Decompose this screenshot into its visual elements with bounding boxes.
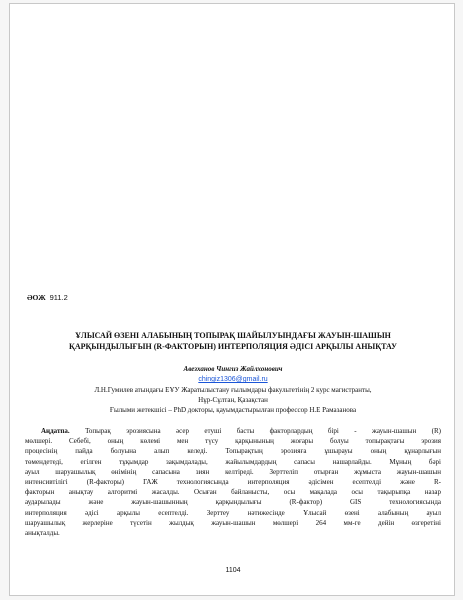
abstract-line: факторын анықтау алгоритмі жасалды. Осыған байланысты, осы мақалада осы тақырыпқа назар: [25, 488, 441, 497]
title-line-2: ҚАРҚЫНДЫЛЫҒЫН (R-ФАКТОРЫН) ИНТЕРПОЛЯЦИЯ ӘДІСІ АРҚЫЛЫ АНЫҚТАУ: [69, 342, 397, 351]
page-number: 1104: [225, 567, 241, 574]
document-page: [9, 3, 455, 596]
udc-code: [27, 293, 68, 302]
udc-value: 911.2: [49, 293, 68, 302]
abstract-line: анықталды.: [25, 529, 60, 538]
author-name: Авезханов Чингиз Жайлхонович: [183, 365, 283, 373]
author-block: [20, 364, 446, 415]
paper-title: [20, 330, 446, 352]
abstract-line-text: Топырақ эрозиясына әсер етуші басты факторлардың бірі - жауын-шашын (R): [69, 427, 441, 435]
author-affiliation-1: Л.Н.Гумилев атындағы ЕҰУ Жаратылыстану ғылымдары факультетінің 2 курс магистранты,: [94, 386, 372, 394]
abstract-line: аударылады және жауын-шашынның қарқындылығы (R-фактор) GIS технологиясында: [25, 498, 441, 507]
abstract-line: [25, 426, 441, 436]
abstract-line: шаруашылық жерлеріне түсетін жылдық жауын-шашын мөлшері 264 мм-ге дейін өзгеретіні: [25, 518, 441, 527]
title-line-1: ҰЛЫСАЙ ӨЗЕНІ АЛАБЫНЫҢ ТОПЫРАҚ ШАЙЫЛУЫНДАҒЫ ЖАУЫН-ШАШЫН: [75, 331, 391, 340]
abstract-line: мөлшері. Себебі, оның көлемі мен түсу қарқынының жоғары болуы топырақтағы эрозия: [25, 437, 441, 446]
author-email-link[interactable]: chingiz1306@gmail.ru: [198, 376, 268, 383]
author-supervisor: Ғылыми жетекшісі – PhD докторы, қауымдастырылған профессор Н.Е Рамазанова: [109, 406, 357, 414]
abstract-line: төмендетеді, егілген тұқымдар зақымдалады, жайылымдардың сапасы нашарлайды. Мұның бәрі: [25, 457, 441, 466]
abstract-line: процесінің пайда болуына алып келеді. Топырақтың эрозияға ұшырауы оның құнарлығын: [25, 447, 441, 456]
abstract-line: интенсивтілігі (R-факторы) ГАЖ технологиясында интерполяция әдісімен есептелді және R-: [25, 478, 441, 487]
author-affiliation-2: Нұр-Сұлтан, Қазақстан: [198, 396, 268, 404]
abstract-keyword: Аңдатпа.: [41, 427, 70, 435]
abstract-line: ауыл шаруашылық өнімінің сапасына зиян келтіреді. Зерттеліп отырған жұмыста жауын-шашын: [25, 467, 441, 476]
abstract-line: интерполяция әдісі арқылы есептелді. Зерттеу нәтижесінде Ұлысай өзені алабының ауыл: [25, 508, 441, 517]
udc-label: ӘОЖ: [27, 293, 46, 302]
abstract: [25, 426, 441, 538]
